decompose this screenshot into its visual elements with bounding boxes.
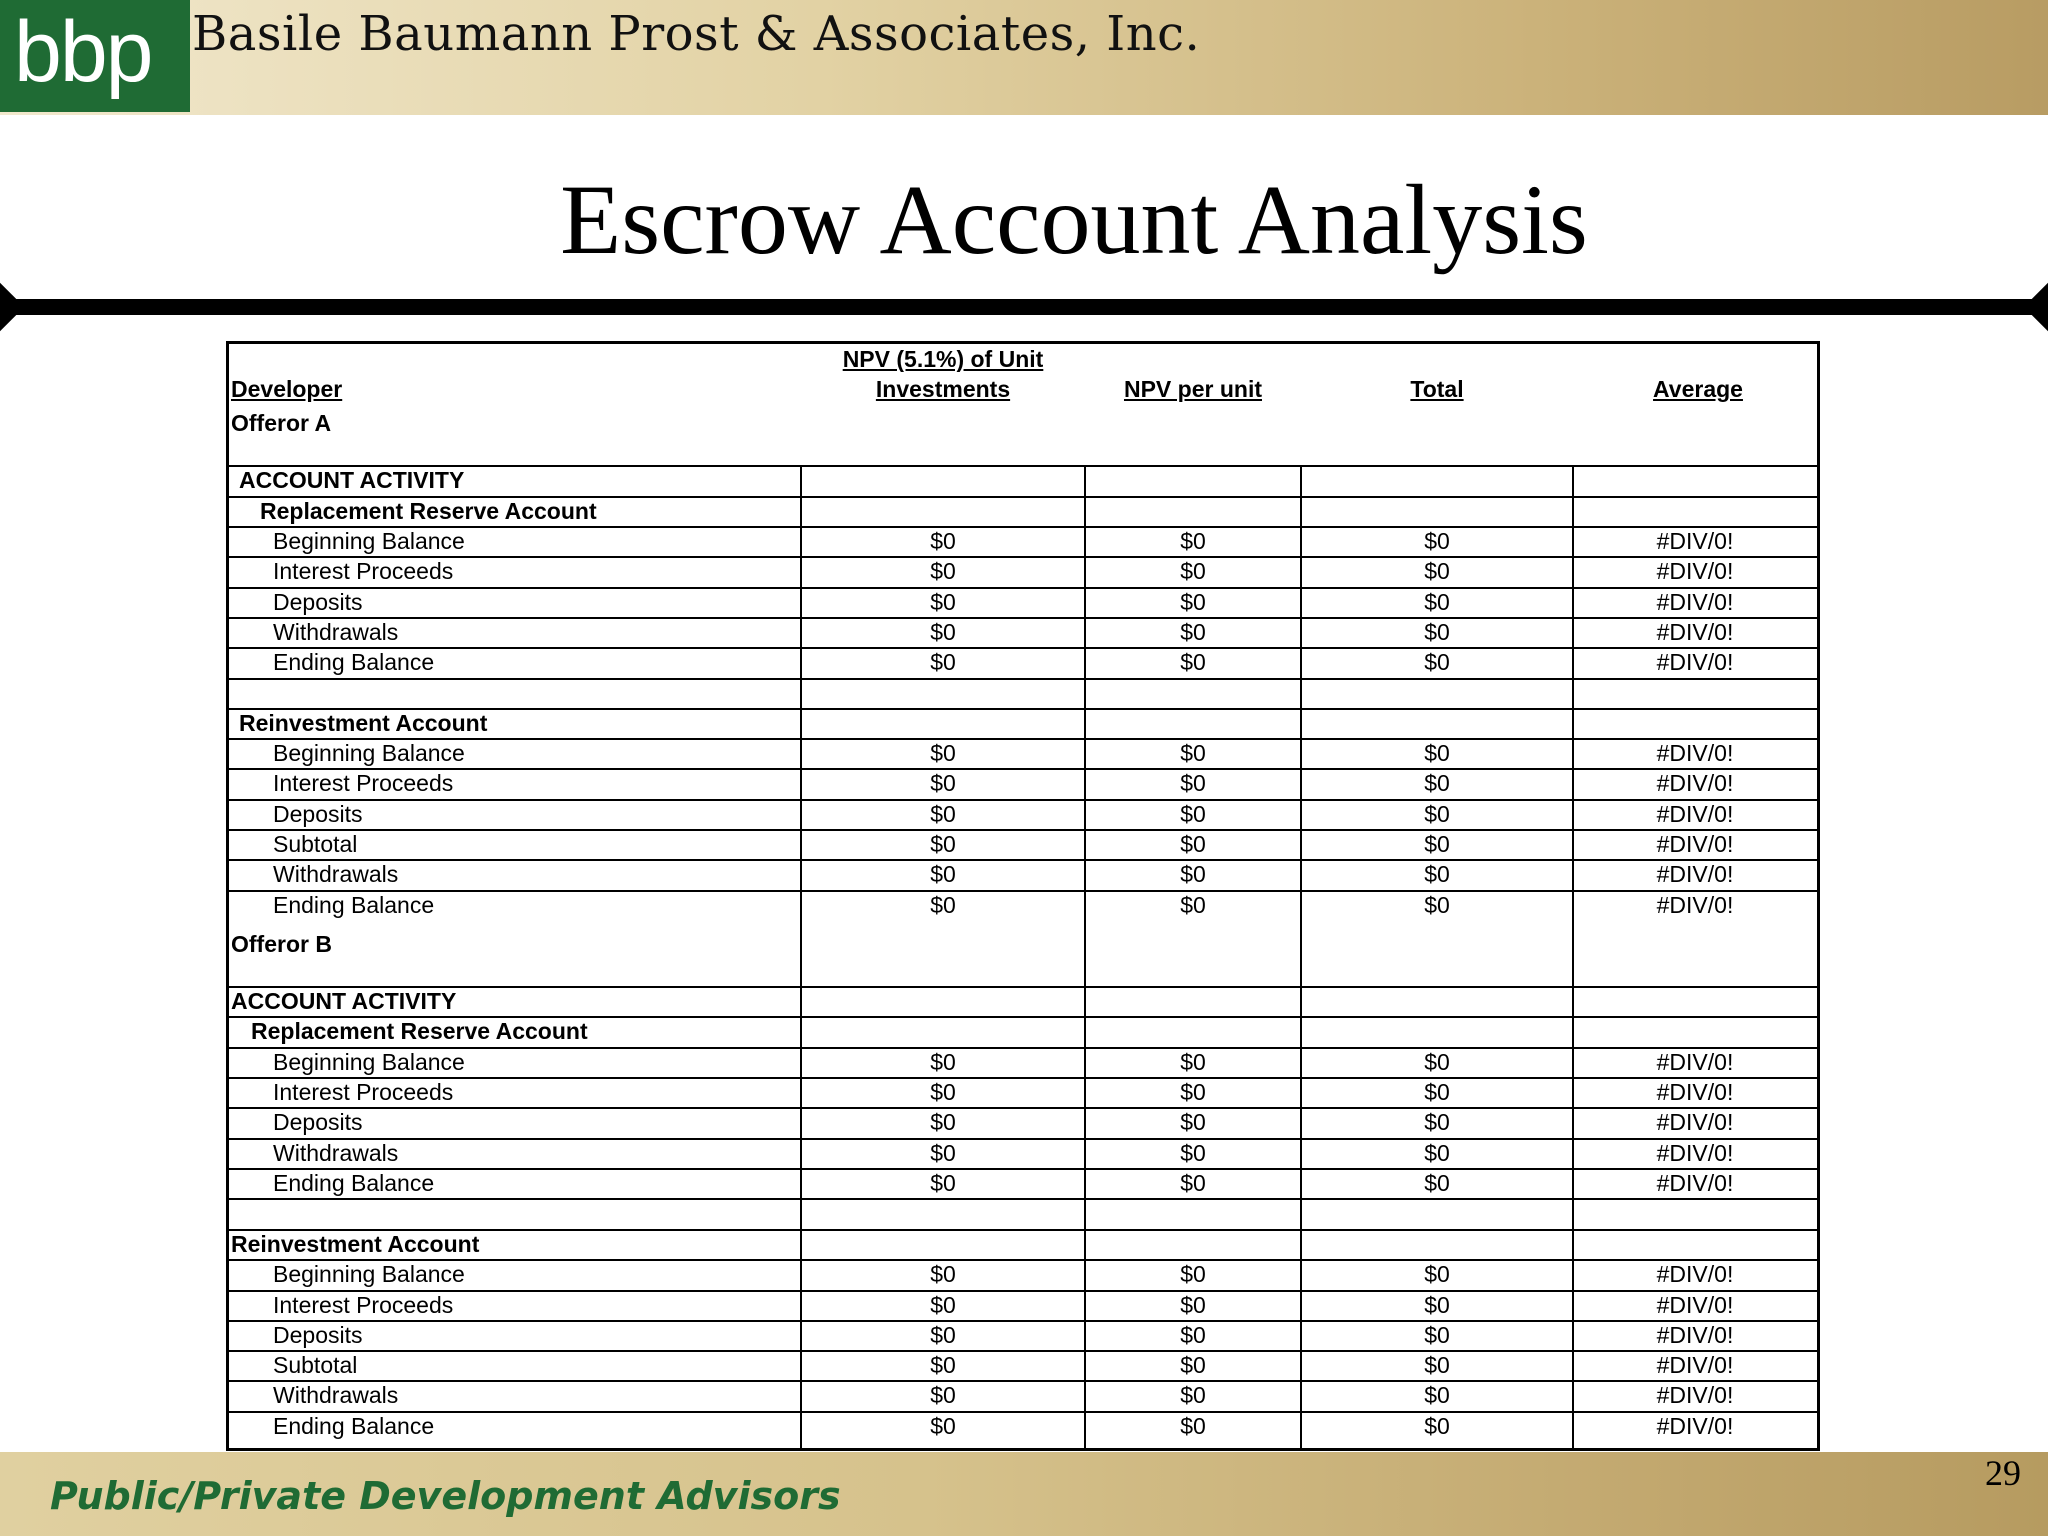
section-heading: ACCOUNT ACTIVITY — [231, 988, 457, 1014]
cell-npv-unit-investments: $0 — [930, 831, 956, 857]
row-label: Interest Proceeds — [273, 770, 454, 796]
offeror-heading: Offeror A — [231, 410, 332, 436]
cell-npv-unit-investments: $0 — [930, 861, 956, 887]
row-label: Interest Proceeds — [273, 1079, 454, 1105]
cell-npv-unit-investments: $0 — [930, 1322, 956, 1348]
col-header-total: Total — [1410, 376, 1464, 402]
row-divider — [229, 986, 1817, 988]
section-heading: Reinvestment Account — [239, 710, 488, 736]
cell-npv-unit-investments: $0 — [930, 770, 956, 796]
cell-npv-unit-investments: $0 — [930, 1079, 956, 1105]
cell-npv-per-unit: $0 — [1180, 1109, 1206, 1135]
page-number: 29 — [1985, 1453, 2021, 1493]
cell-total: $0 — [1424, 1292, 1450, 1318]
cell-npv-per-unit: $0 — [1180, 1292, 1206, 1318]
cell-npv-unit-investments: $0 — [930, 558, 956, 584]
logo-text: bbp — [14, 4, 152, 100]
row-label: Withdrawals — [273, 861, 399, 887]
cell-total: $0 — [1424, 558, 1450, 584]
cell-average: #DIV/0! — [1656, 1049, 1734, 1075]
cell-npv-per-unit: $0 — [1180, 589, 1206, 615]
cell-npv-per-unit: $0 — [1180, 831, 1206, 857]
section-heading: Replacement Reserve Account — [251, 1018, 588, 1044]
col-header-developer: Developer — [231, 376, 343, 402]
cell-total: $0 — [1424, 1322, 1450, 1348]
cell-npv-unit-investments: $0 — [930, 1292, 956, 1318]
cell-total: $0 — [1424, 1170, 1450, 1196]
col-header-average: Average — [1653, 376, 1743, 402]
section-heading: Replacement Reserve Account — [260, 498, 597, 524]
cell-total: $0 — [1424, 892, 1450, 918]
cell-npv-unit-investments: $0 — [930, 801, 956, 827]
col-header-npv-line1: NPV (5.1%) of Unit — [842, 346, 1044, 372]
cell-average: #DIV/0! — [1656, 1322, 1734, 1348]
row-label: Interest Proceeds — [273, 1292, 454, 1318]
offeror-heading: Offeror B — [231, 931, 332, 957]
cell-npv-unit-investments: $0 — [930, 1413, 956, 1439]
cell-total: $0 — [1424, 1140, 1450, 1166]
section-heading: ACCOUNT ACTIVITY — [239, 467, 465, 493]
cell-average: #DIV/0! — [1656, 770, 1734, 796]
cell-npv-per-unit: $0 — [1180, 1079, 1206, 1105]
row-label: Beginning Balance — [273, 1261, 465, 1287]
cell-npv-per-unit: $0 — [1180, 740, 1206, 766]
row-label: Beginning Balance — [273, 1049, 465, 1075]
cell-npv-per-unit: $0 — [1180, 649, 1206, 675]
row-label: Beginning Balance — [273, 740, 465, 766]
cell-npv-per-unit: $0 — [1180, 1322, 1206, 1348]
col-header-npv-line2: Investments — [875, 376, 1011, 402]
section-heading: Reinvestment Account — [231, 1231, 480, 1257]
cell-total: $0 — [1424, 1049, 1450, 1075]
cell-average: #DIV/0! — [1656, 619, 1734, 645]
row-label: Ending Balance — [273, 649, 435, 675]
cell-total: $0 — [1424, 649, 1450, 675]
cell-total: $0 — [1424, 1109, 1450, 1135]
cell-npv-unit-investments: $0 — [930, 589, 956, 615]
row-label: Ending Balance — [273, 892, 435, 918]
cell-npv-unit-investments: $0 — [930, 1049, 956, 1075]
cell-total: $0 — [1424, 1413, 1450, 1439]
row-divider — [229, 678, 1817, 680]
cell-average: #DIV/0! — [1656, 528, 1734, 554]
cell-total: $0 — [1424, 1261, 1450, 1287]
cell-npv-per-unit: $0 — [1180, 528, 1206, 554]
row-divider — [229, 465, 1817, 467]
row-label: Deposits — [273, 801, 363, 827]
cell-npv-per-unit: $0 — [1180, 1352, 1206, 1378]
cell-total: $0 — [1424, 861, 1450, 887]
company-logo — [0, 0, 190, 112]
title-divider — [0, 299, 2048, 315]
row-divider — [229, 1198, 1817, 1200]
escrow-table — [226, 341, 1820, 1451]
cell-average: #DIV/0! — [1656, 1261, 1734, 1287]
cell-average: #DIV/0! — [1656, 589, 1734, 615]
cell-average: #DIV/0! — [1656, 1170, 1734, 1196]
cell-average: #DIV/0! — [1656, 861, 1734, 887]
cell-total: $0 — [1424, 528, 1450, 554]
col-header-npv-unit-investments — [801, 344, 1085, 404]
row-label: Ending Balance — [273, 1170, 435, 1196]
divider-right-cap — [2024, 279, 2048, 336]
cell-total: $0 — [1424, 1382, 1450, 1408]
cell-average: #DIV/0! — [1656, 740, 1734, 766]
row-label: Ending Balance — [273, 1413, 435, 1439]
cell-average: #DIV/0! — [1656, 1109, 1734, 1135]
col-header-npv-per-unit: NPV per unit — [1123, 376, 1262, 402]
cell-npv-unit-investments: $0 — [930, 740, 956, 766]
cell-npv-per-unit: $0 — [1180, 892, 1206, 918]
cell-total: $0 — [1424, 1079, 1450, 1105]
cell-npv-unit-investments: $0 — [930, 1140, 956, 1166]
page-title: Escrow Account Analysis — [560, 164, 1588, 275]
footer-tagline: Public/Private Development Advisors — [50, 1474, 841, 1518]
cell-npv-per-unit: $0 — [1180, 1140, 1206, 1166]
company-name: Basile Baumann Prost & Associates, Inc. — [192, 6, 1201, 62]
row-label: Beginning Balance — [273, 528, 465, 554]
cell-npv-per-unit: $0 — [1180, 1413, 1206, 1439]
cell-npv-per-unit: $0 — [1180, 1261, 1206, 1287]
cell-npv-unit-investments: $0 — [930, 1109, 956, 1135]
cell-npv-per-unit: $0 — [1180, 1049, 1206, 1075]
cell-npv-per-unit: $0 — [1180, 619, 1206, 645]
cell-npv-per-unit: $0 — [1180, 1382, 1206, 1408]
row-label: Subtotal — [273, 1352, 358, 1378]
cell-average: #DIV/0! — [1656, 558, 1734, 584]
row-label: Subtotal — [273, 831, 358, 857]
cell-total: $0 — [1424, 1352, 1450, 1378]
cell-npv-per-unit: $0 — [1180, 861, 1206, 887]
cell-total: $0 — [1424, 589, 1450, 615]
cell-total: $0 — [1424, 770, 1450, 796]
cell-average: #DIV/0! — [1656, 649, 1734, 675]
cell-average: #DIV/0! — [1656, 1382, 1734, 1408]
cell-npv-unit-investments: $0 — [930, 892, 956, 918]
row-label: Deposits — [273, 589, 363, 615]
cell-npv-unit-investments: $0 — [930, 1261, 956, 1287]
cell-total: $0 — [1424, 619, 1450, 645]
cell-npv-unit-investments: $0 — [930, 619, 956, 645]
cell-total: $0 — [1424, 831, 1450, 857]
cell-average: #DIV/0! — [1656, 1413, 1734, 1439]
cell-total: $0 — [1424, 740, 1450, 766]
row-label: Withdrawals — [273, 1140, 399, 1166]
cell-npv-per-unit: $0 — [1180, 801, 1206, 827]
row-label: Withdrawals — [273, 619, 399, 645]
cell-average: #DIV/0! — [1656, 1079, 1734, 1105]
cell-average: #DIV/0! — [1656, 1140, 1734, 1166]
divider-left-cap — [0, 279, 24, 336]
row-label: Withdrawals — [273, 1382, 399, 1408]
cell-npv-per-unit: $0 — [1180, 770, 1206, 796]
cell-average: #DIV/0! — [1656, 892, 1734, 918]
cell-npv-per-unit: $0 — [1180, 558, 1206, 584]
cell-npv-unit-investments: $0 — [930, 1382, 956, 1408]
cell-average: #DIV/0! — [1656, 1352, 1734, 1378]
cell-average: #DIV/0! — [1656, 831, 1734, 857]
cell-npv-unit-investments: $0 — [930, 649, 956, 675]
cell-npv-per-unit: $0 — [1180, 1170, 1206, 1196]
cell-npv-unit-investments: $0 — [930, 1352, 956, 1378]
cell-total: $0 — [1424, 801, 1450, 827]
row-label: Interest Proceeds — [273, 558, 454, 584]
row-label: Deposits — [273, 1109, 363, 1135]
cell-average: #DIV/0! — [1656, 801, 1734, 827]
row-label: Deposits — [273, 1322, 363, 1348]
cell-average: #DIV/0! — [1656, 1292, 1734, 1318]
cell-npv-unit-investments: $0 — [930, 528, 956, 554]
cell-npv-unit-investments: $0 — [930, 1170, 956, 1196]
